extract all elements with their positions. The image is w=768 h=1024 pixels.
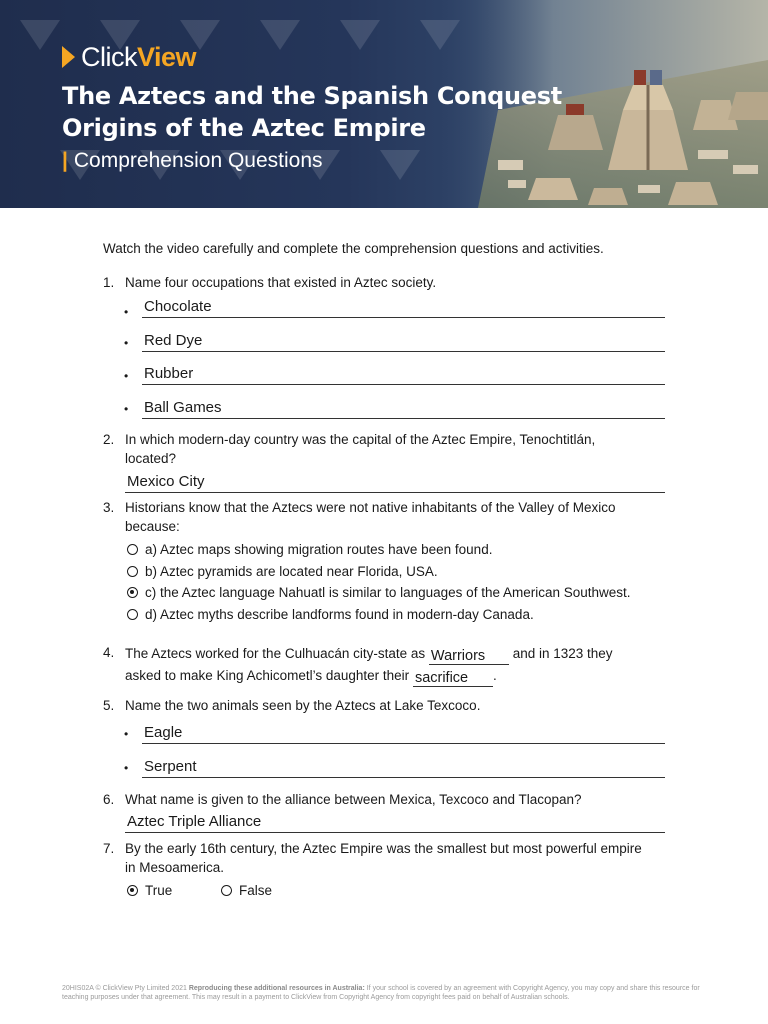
question-number: 3.: [103, 500, 115, 515]
radio-button-selected[interactable]: [127, 885, 138, 896]
play-icon: [62, 46, 75, 68]
option-label: True: [145, 883, 173, 898]
question-4: [103, 643, 663, 687]
bullet: •: [124, 761, 129, 775]
option-label: d) Aztec myths describe landforms found in modern-day Canada.: [145, 607, 534, 622]
question-number: 7.: [103, 841, 115, 856]
q4-text-part1: The Aztecs worked for the Culhuacán city-state as: [125, 646, 426, 661]
answer-field-q4-2[interactable]: sacrifice: [413, 670, 493, 687]
question-number: 5.: [103, 698, 115, 713]
radio-button[interactable]: [127, 544, 138, 555]
question-number: 6.: [103, 792, 115, 807]
question-text: Name the two animals seen by the Aztecs at Lake Texcoco.: [125, 698, 481, 713]
radio-button[interactable]: [127, 609, 138, 620]
question-number: 2.: [103, 432, 115, 447]
logo-click-text: Click: [81, 41, 137, 72]
answer-field-q1-1[interactable]: Chocolate: [142, 298, 665, 318]
option-label: a) Aztec maps showing migration routes have been found.: [145, 542, 493, 557]
option-a[interactable]: [127, 542, 492, 557]
question-text: By the early 16th century, the Aztec Empire was the smallest but most powerful empire in Mesoamerica.: [125, 841, 642, 875]
question-text: What name is given to the alliance between Mexica, Texcoco and Tlacopan?: [125, 792, 582, 807]
question-text: In which modern-day country was the capital of the Aztec Empire, Tenochtitlán, located?: [125, 432, 596, 466]
option-true[interactable]: [127, 883, 172, 898]
question-3: [103, 498, 663, 538]
answer-field-q6[interactable]: Aztec Triple Alliance: [125, 813, 665, 833]
option-label: b) Aztec pyramids are located near Florida, USA.: [145, 564, 438, 579]
option-c[interactable]: [127, 585, 631, 600]
question-2: [103, 430, 663, 470]
option-d[interactable]: [127, 607, 534, 622]
question-1: [103, 273, 663, 293]
instructions-text: Watch the video carefully and complete the comprehension questions and activities.: [103, 241, 604, 256]
question-7: [103, 839, 663, 879]
answer-field-q1-3[interactable]: Rubber: [142, 365, 665, 385]
page-subtitle: [62, 149, 323, 173]
question-number: 4.: [103, 645, 115, 660]
page-title-line2: Origins of the Aztec Empire: [62, 114, 426, 142]
logo-view-text: View: [137, 41, 197, 72]
radio-button[interactable]: [127, 566, 138, 577]
q4-text-part2: and in 1323 they: [512, 646, 613, 661]
footer-code: 20HIS02A © ClickView Pty Limited 2021: [62, 985, 187, 992]
option-label: c) the Aztec language Nahuatl is similar to languages of the American Southwest.: [145, 585, 631, 600]
footer-bold: Reproducing these additional resources in Australia:: [188, 985, 365, 992]
option-b[interactable]: [127, 564, 438, 579]
subtitle-bar: |: [62, 149, 68, 172]
bullet: •: [124, 727, 129, 741]
answer-field-q1-4[interactable]: Ball Games: [142, 399, 665, 419]
answer-field-q4-1[interactable]: Warriors: [429, 648, 509, 665]
bullet: •: [124, 369, 129, 383]
subtitle-text: Comprehension Questions: [73, 149, 323, 172]
answer-field-q2[interactable]: Mexico City: [125, 473, 665, 493]
q4-text-part3: asked to make King Achicometl’s daughter their: [125, 668, 410, 683]
question-text: Name four occupations that existed in Aztec society.: [125, 275, 437, 290]
answer-field-q5-2[interactable]: Serpent: [142, 758, 665, 778]
question-text: Historians know that the Aztecs were not native inhabitants of the Valley of Mexico because:: [125, 500, 616, 534]
option-false[interactable]: [221, 883, 272, 898]
answer-field-q1-2[interactable]: Red Dye: [142, 332, 665, 352]
bullet: •: [124, 305, 129, 319]
bullet: •: [124, 336, 129, 350]
question-6: [103, 790, 663, 810]
answer-field-q5-1[interactable]: Eagle: [142, 724, 665, 744]
q4-text-part4: .: [492, 668, 497, 683]
option-label: False: [239, 883, 273, 898]
question-number: 1.: [103, 275, 115, 290]
question-text: [125, 643, 645, 687]
bullet: •: [124, 402, 129, 416]
clickview-logo: [62, 42, 196, 72]
header-banner: [0, 0, 768, 208]
copyright-footer: [62, 984, 712, 1002]
page-title-line1: The Aztecs and the Spanish Conquest: [62, 82, 562, 110]
footer-text: If your school is covered by an agreement with Copyright Agency, you may copy and share this resource for teaching purposes under that agreement. This may result in a payment to ClickView from Copyright Agency from copyright fees paid on behalf of Australian schools.: [62, 985, 700, 1001]
question-5: [103, 696, 663, 716]
radio-button[interactable]: [221, 885, 232, 896]
radio-button-selected[interactable]: [127, 587, 138, 598]
